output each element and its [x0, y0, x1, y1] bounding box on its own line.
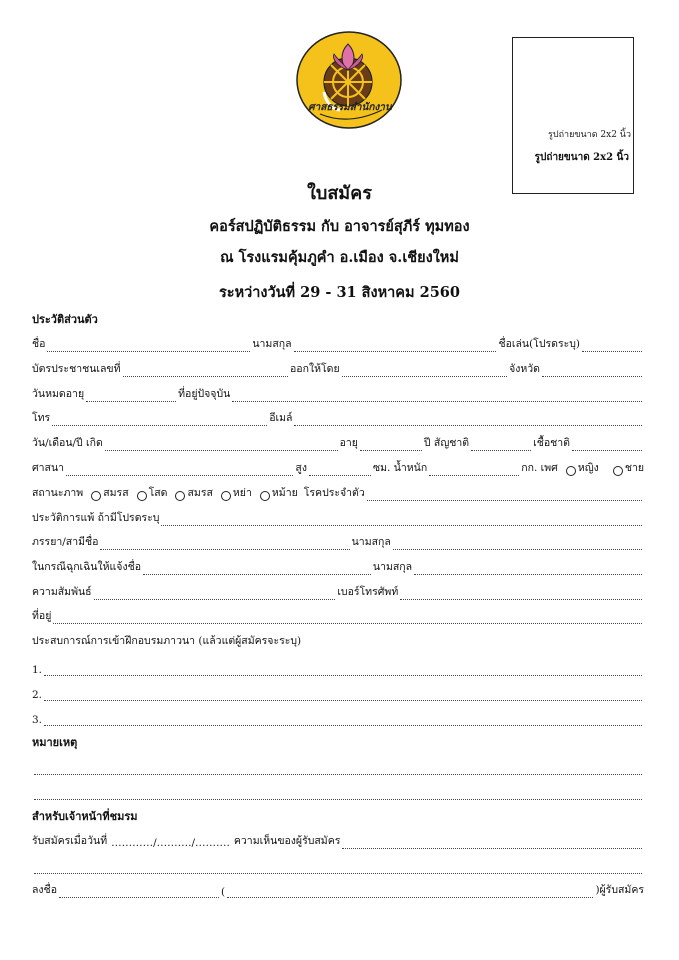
status-row — [32, 479, 644, 501]
remarks-heading-row — [32, 729, 644, 751]
current-address-field[interactable] — [232, 389, 642, 402]
remarks-field-1[interactable] — [34, 762, 642, 775]
issued-by-label: ออกให้โดย — [289, 363, 340, 375]
email-field[interactable] — [294, 413, 642, 426]
personal-heading-row — [32, 306, 644, 328]
status-radio-5[interactable] — [260, 491, 270, 501]
issued-by-field[interactable] — [342, 364, 507, 377]
dates-title: ระหว่างวันที่ 29 - 31 สิงหาคม 2560 — [219, 284, 460, 301]
status-option-4: หย่า — [232, 487, 252, 499]
logo-arc-text: ศาสธรรมสำนักงาน — [308, 102, 392, 113]
race-field[interactable] — [572, 438, 642, 451]
status-option-1: สมรส — [103, 487, 129, 499]
experience-row-1 — [32, 654, 644, 676]
expiry-row — [32, 380, 644, 402]
applicant-label: )ผู้รับสมัคร — [595, 884, 644, 896]
remarks-row-2 — [32, 778, 644, 800]
spouse-surname-field[interactable] — [393, 537, 642, 550]
emergency-surname-field[interactable] — [414, 562, 642, 575]
status-option-2: โสด — [148, 487, 168, 499]
female-label: หญิง — [577, 462, 599, 474]
status-label: สถานะภาพ — [32, 487, 84, 499]
sign-label: ลงชื่อ — [32, 884, 57, 896]
religion-label: ศาสนา — [32, 462, 65, 474]
birth-field[interactable] — [105, 438, 338, 451]
remarks-heading: หมายเหตุ — [32, 736, 78, 749]
weight-unit-label: กก. เพศ — [521, 462, 558, 474]
open-paren: ( — [221, 886, 226, 898]
signature-field[interactable] — [59, 885, 219, 898]
address-label: ที่อยู่ — [32, 610, 52, 622]
status-option-3: สมรส — [187, 487, 213, 499]
name-field[interactable] — [47, 339, 250, 352]
status-radio-3[interactable] — [175, 491, 185, 501]
photo-small-label: รูปถ่ายขนาด 2x2 นิ้ว — [548, 130, 631, 140]
experience-number-3: 3. — [32, 714, 43, 726]
allergy-field[interactable] — [161, 513, 642, 526]
spouse-label: ภรรยา/สามีชื่อ — [32, 536, 99, 548]
status-radio-4[interactable] — [221, 491, 231, 501]
signature-row — [32, 876, 644, 898]
spouse-field[interactable] — [100, 537, 349, 550]
relation-row — [32, 578, 644, 600]
expiry-field[interactable] — [86, 389, 176, 402]
received-date-label: รับสมัครเมื่อวันที่ — [32, 835, 108, 847]
status-option-5: หม้าย — [271, 487, 298, 499]
experience-row-3 — [32, 704, 644, 726]
photo-box — [512, 37, 634, 194]
birth-label: วัน/เดือน/ปี เกิด — [32, 437, 103, 449]
spouse-surname-label: นามสกุล — [351, 536, 391, 548]
race-label: เชื้อชาติ — [533, 437, 570, 449]
relation-field[interactable] — [94, 587, 336, 600]
phone-field[interactable] — [52, 413, 267, 426]
allergy-label: ประวัติการแพ้ ถ้ามีโปรดระบุ — [32, 512, 160, 524]
status-radio-1[interactable] — [91, 491, 101, 501]
photo-large-label: รูปถ่ายขนาด 2x2 นิ้ว — [534, 152, 629, 163]
surname-label: นามสกุล — [252, 338, 292, 350]
experience-heading: ประสบการณ์การเข้าฝึกอบรมภาวนา (แล้วแต่ผู้สมัครจะระบุ) — [32, 635, 302, 647]
opinion-row-2 — [32, 852, 644, 874]
name-row — [32, 330, 644, 352]
experience-heading-row — [32, 627, 644, 649]
spouse-row — [32, 528, 644, 550]
staff-heading-row — [32, 803, 644, 825]
id-card-label: บัตรประชาชนเลขที่ — [32, 363, 121, 375]
nickname-label: ชื่อเล่น(โปรดระบุ) — [498, 338, 580, 350]
address-field[interactable] — [53, 611, 642, 624]
weight-label: ซม. น้ำหนัก — [372, 462, 428, 474]
opinion-field[interactable] — [342, 836, 642, 849]
club-logo — [294, 30, 404, 130]
weight-field[interactable] — [429, 463, 519, 476]
received-row — [32, 827, 644, 849]
phone-label: โทร — [32, 412, 51, 424]
form-title: ใบสมัคร — [307, 183, 372, 204]
opinion-label: ความเห็นของผู้รับสมัคร — [233, 835, 341, 847]
height-label: สูง — [295, 462, 307, 474]
relation-label: ความสัมพันธ์ — [32, 586, 92, 598]
disease-label: โรคประจำตัว — [303, 487, 365, 499]
expiry-label: วันหมดอายุ — [32, 388, 85, 400]
emergency-label: ในกรณีฉุกเฉินให้แจ้งชื่อ — [32, 561, 141, 573]
emergency-field[interactable] — [143, 562, 371, 575]
personal-section-heading: ประวัติส่วนตัว — [32, 313, 98, 326]
emergency-row — [32, 553, 644, 575]
nickname-field[interactable] — [582, 339, 642, 352]
phone-number-field[interactable] — [400, 587, 642, 600]
phone-number-label: เบอร์โทรศัพท์ — [337, 586, 399, 598]
height-field[interactable] — [309, 463, 371, 476]
current-address-label: ที่อยู่ปัจจุบัน — [178, 388, 231, 400]
email-label: อีเมล์ — [269, 412, 293, 424]
age-label: อายุ — [339, 437, 358, 449]
experience-number-2: 2. — [32, 689, 43, 701]
experience-field-1[interactable] — [44, 663, 642, 676]
id-row — [32, 355, 644, 377]
age-field[interactable] — [360, 438, 422, 451]
experience-field-2[interactable] — [44, 688, 642, 701]
nationality-field[interactable] — [471, 438, 531, 451]
status-radio-2[interactable] — [137, 491, 147, 501]
remarks-row-1 — [32, 753, 644, 775]
staff-heading: สำหรับเจ้าหน้าที่ชมรม — [32, 810, 138, 823]
experience-number-1: 1. — [32, 664, 43, 676]
male-label: ชาย — [624, 462, 644, 474]
contact-row — [32, 404, 644, 426]
province-field[interactable] — [542, 364, 642, 377]
nationality-label: ปี สัญชาติ — [423, 437, 470, 449]
disease-field[interactable] — [367, 488, 642, 501]
received-date-field[interactable]: …………/………./………. — [111, 837, 230, 849]
venue-title: ณ โรงแรมคุ้มภูคำ อ.เมือง จ.เชียงใหม่ — [220, 249, 459, 266]
male-radio[interactable] — [613, 466, 623, 476]
emergency-surname-label: นามสกุล — [372, 561, 413, 573]
religion-row — [32, 454, 644, 476]
surname-field[interactable] — [294, 339, 497, 352]
signature-name-field[interactable] — [227, 885, 593, 898]
opinion-field-2[interactable] — [34, 861, 642, 874]
birth-row — [32, 429, 644, 451]
course-title: คอร์สปฏิบัติธรรม กับ อาจารย์สุภีร์ ทุมทอง — [209, 218, 470, 235]
experience-row-2 — [32, 679, 644, 701]
name-label: ชื่อ — [32, 338, 46, 350]
remarks-field-2[interactable] — [34, 787, 642, 800]
id-card-field[interactable] — [123, 364, 288, 377]
allergy-row — [32, 504, 644, 526]
province-label: จังหวัด — [509, 363, 540, 375]
female-radio[interactable] — [566, 466, 576, 476]
address-row — [32, 602, 644, 624]
experience-field-3[interactable] — [44, 713, 642, 726]
religion-field[interactable] — [66, 463, 293, 476]
